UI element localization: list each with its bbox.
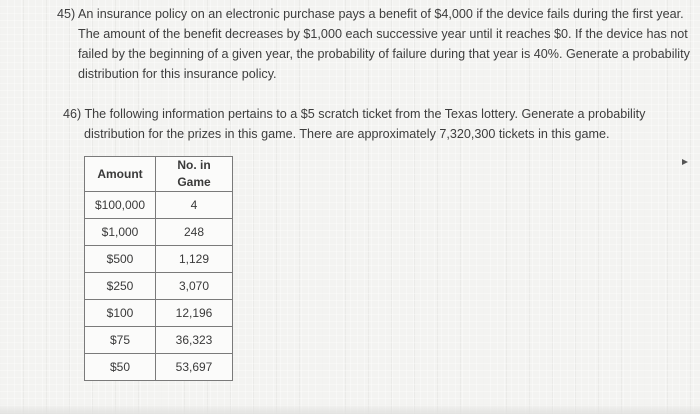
problem-45-text — [57, 4, 700, 84]
prize-count-cell: 248 — [156, 219, 233, 246]
prize-amount-cell: $1,000 — [85, 219, 156, 246]
prize-amount-cell: $75 — [85, 327, 156, 354]
table-row — [85, 192, 233, 219]
bottom-shadow — [0, 404, 700, 414]
prize-table — [84, 156, 233, 381]
prize-amount-cell: $50 — [85, 354, 156, 381]
prize-amount-cell: $100,000 — [85, 192, 156, 219]
table-row — [85, 354, 233, 381]
table-row — [85, 273, 233, 300]
problem-45-number: 45) — [57, 7, 76, 21]
problem-46 — [63, 104, 693, 144]
count-header — [156, 157, 233, 192]
table-row — [85, 219, 233, 246]
problem-46-text — [63, 104, 693, 144]
problem-45-line-1: An insurance policy on an electronic purchase pays a benefit of $4,000 if the device fails during the first year. — [78, 7, 684, 21]
table-row — [85, 327, 233, 354]
table-row — [85, 246, 233, 273]
table-row — [85, 300, 233, 327]
prize-amount-cell: $500 — [85, 246, 156, 273]
prize-table-header-row — [85, 157, 233, 192]
count-header-line-2: Game — [177, 175, 211, 189]
problem-46-number: 46) — [63, 107, 82, 121]
prize-amount-cell: $100 — [85, 300, 156, 327]
problem-46-line-1: The following information pertains to a $5 scratch ticket from the Texas lottery. Generate a probability — [84, 107, 646, 121]
prize-count-cell: 4 — [156, 192, 233, 219]
prize-count-cell: 3,070 — [156, 273, 233, 300]
prize-count-cell: 1,129 — [156, 246, 233, 273]
problem-45 — [57, 4, 700, 84]
prize-count-cell: 53,697 — [156, 354, 233, 381]
amount-header — [85, 157, 156, 192]
problem-46-line-2: distribution for the prizes in this game. There are approximately 7,320,300 tickets in this game. — [84, 127, 610, 141]
prize-count-cell: 12,196 — [156, 300, 233, 327]
problem-45-line-4: distribution for this insurance policy. — [78, 67, 277, 81]
count-header-line-1: No. in — [177, 158, 211, 172]
prize-amount-cell: $250 — [85, 273, 156, 300]
prize-count-cell: 36,323 — [156, 327, 233, 354]
amount-header-label: Amount — [97, 166, 143, 181]
problem-45-line-3: failed by the beginning of a given year, the probability of failure during that year is 40%. Generate a probability — [78, 47, 690, 61]
cursor-arrow-icon — [682, 159, 688, 165]
problem-45-line-2: The amount of the benefit decreases by $1,000 each successive year until it reaches $0. If the device has not — [78, 27, 688, 41]
